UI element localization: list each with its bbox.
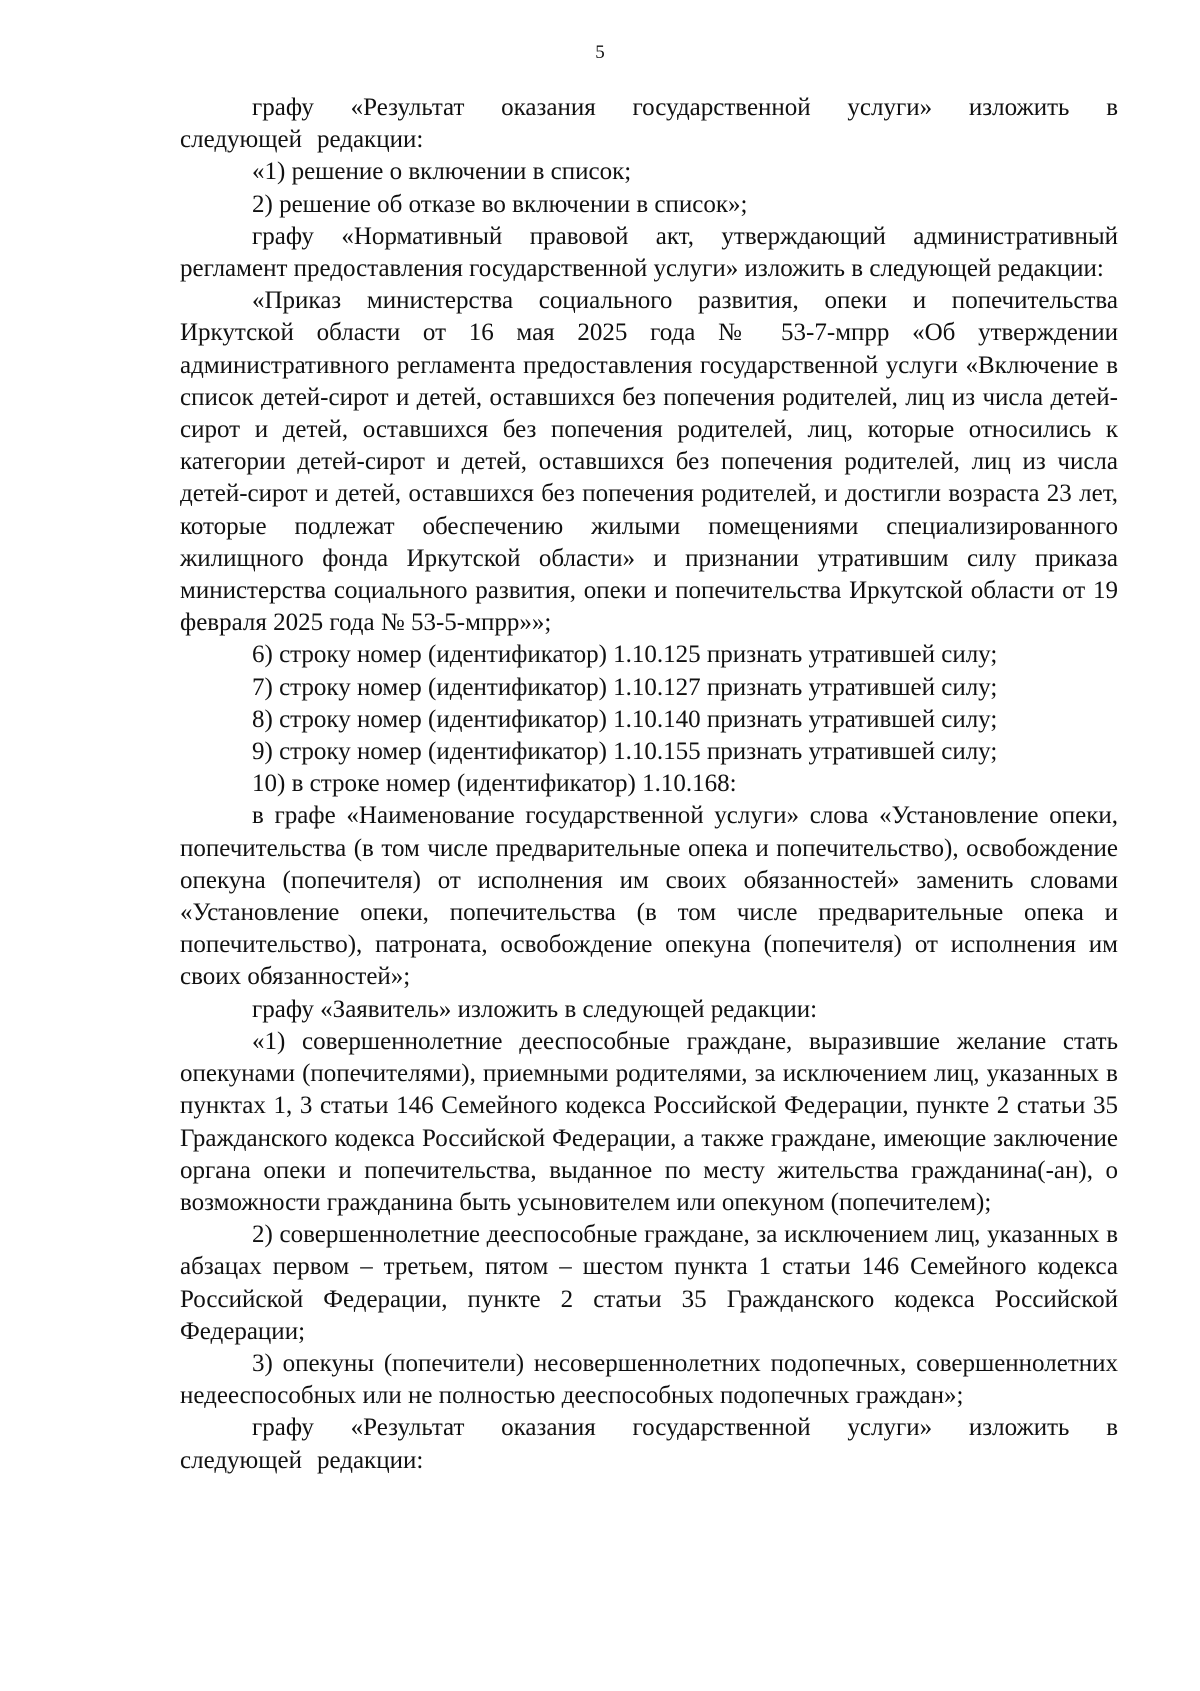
paragraph-item-7: 7) строку номер (идентификатор) 1.10.127 признать утратившей силу; (252, 673, 998, 701)
paragraph-order-text: «Приказ министерства социального развития, опеки и попечительства Иркутской области от 16 мая 2025 года № 53-7-мпрр «Об утверждении административного регламента предоставления государственной услуги «Включение в список детей-сирот и детей, оставшихся без попечения родителей, лиц из числа детей-сирот и детей, оставшихся без попечения родителей, лиц, которые относились к категории детей-сирот и детей, оставшихся без попечения родителей, лиц из числа детей-сирот и детей, оставшихся без попечения родителей, и достигли возраста 23 лет, которые подлежат обеспечению жилыми помещениями специализированного жилищного фонда Иркутской области» и признании утратившим силу приказа министерства социального развития, опеки и попечительства Иркутской области от 19 февраля 2025 года № 53-5-мпрр»»; (180, 287, 1118, 637)
paragraph-list-item-2: 2) решение об отказе во включении в список»; (252, 190, 748, 218)
paragraph-service-name: в графе «Наименование государственной услуги» слова «Установление опеки, попечительства (в том числе предварительные опека и попечительство), освобождение опекуна (попечителя) от исполнения им своих обязанностей» заменить словами «Установление опеки, попечительства (в том числе предварительные опека и попечительство), патроната, освобождение опекуна (попечителя) от исполнения им своих обязанностей»; (180, 802, 1118, 991)
paragraph-applicant-3: 3) опекуны (попечители) несовершеннолетних подопечных, совершеннолетних недееспособных или не полностью дееспособных подопечных граждан»; (180, 1349, 1118, 1410)
paragraph-item-10: 10) в строке номер (идентификатор) 1.10.168: (252, 770, 737, 798)
paragraph-result-column: графу «Результат оказания государственной услуги» изложить в следующей редакции: (180, 94, 1118, 154)
paragraph-item-8: 8) строку номер (идентификатор) 1.10.140 признать утратившей силу; (252, 705, 998, 733)
paragraph-applicant-2: 2) совершеннолетние дееспособные граждане, за исключением лиц, указанных в абзацах первом – третьем, пятом – шестом пункта 1 статьи 146 Семейного кодекса Российской Федерации, пункте 2 статьи 35 Гражданского кодекса Российской Федерации; (180, 1221, 1118, 1345)
paragraph-item-6: 6) строку номер (идентификатор) 1.10.125 признать утратившей силу; (252, 641, 998, 669)
page-number: 5 (595, 42, 605, 63)
document-body (180, 92, 1118, 1477)
paragraph-applicant-1: «1) совершеннолетние дееспособные граждане, выразившие желание стать опекунами (попечителями), приемными родителями, за исключением лиц, указанных в пунктах 1, 3 статьи 146 Семейного кодекса Российской Федерации, пункте 2 статьи 35 Гражданского кодекса Российской Федерации, а также граждане, имеющие заключение органа опеки и попечительства, выданное по месту жительства гражданина(-ан), о возможности гражданина быть усыновителем или опекуном (попечителем); (180, 1027, 1118, 1216)
paragraph-applicant-column: графу «Заявитель» изложить в следующей редакции: (252, 995, 818, 1023)
paragraph-normative-act-column: графу «Нормативный правовой акт, утверждающий административный регламент предоставления государственной услуги» изложить в следующей редакции: (180, 222, 1118, 283)
paragraph-list-item-1: «1) решение о включении в список; (252, 158, 632, 186)
paragraph-item-9: 9) строку номер (идентификатор) 1.10.155 признать утратившей силу; (252, 738, 998, 766)
paragraph-result-column-2: графу «Результат оказания государственной услуги» изложить в следующей редакции: (180, 1414, 1118, 1474)
